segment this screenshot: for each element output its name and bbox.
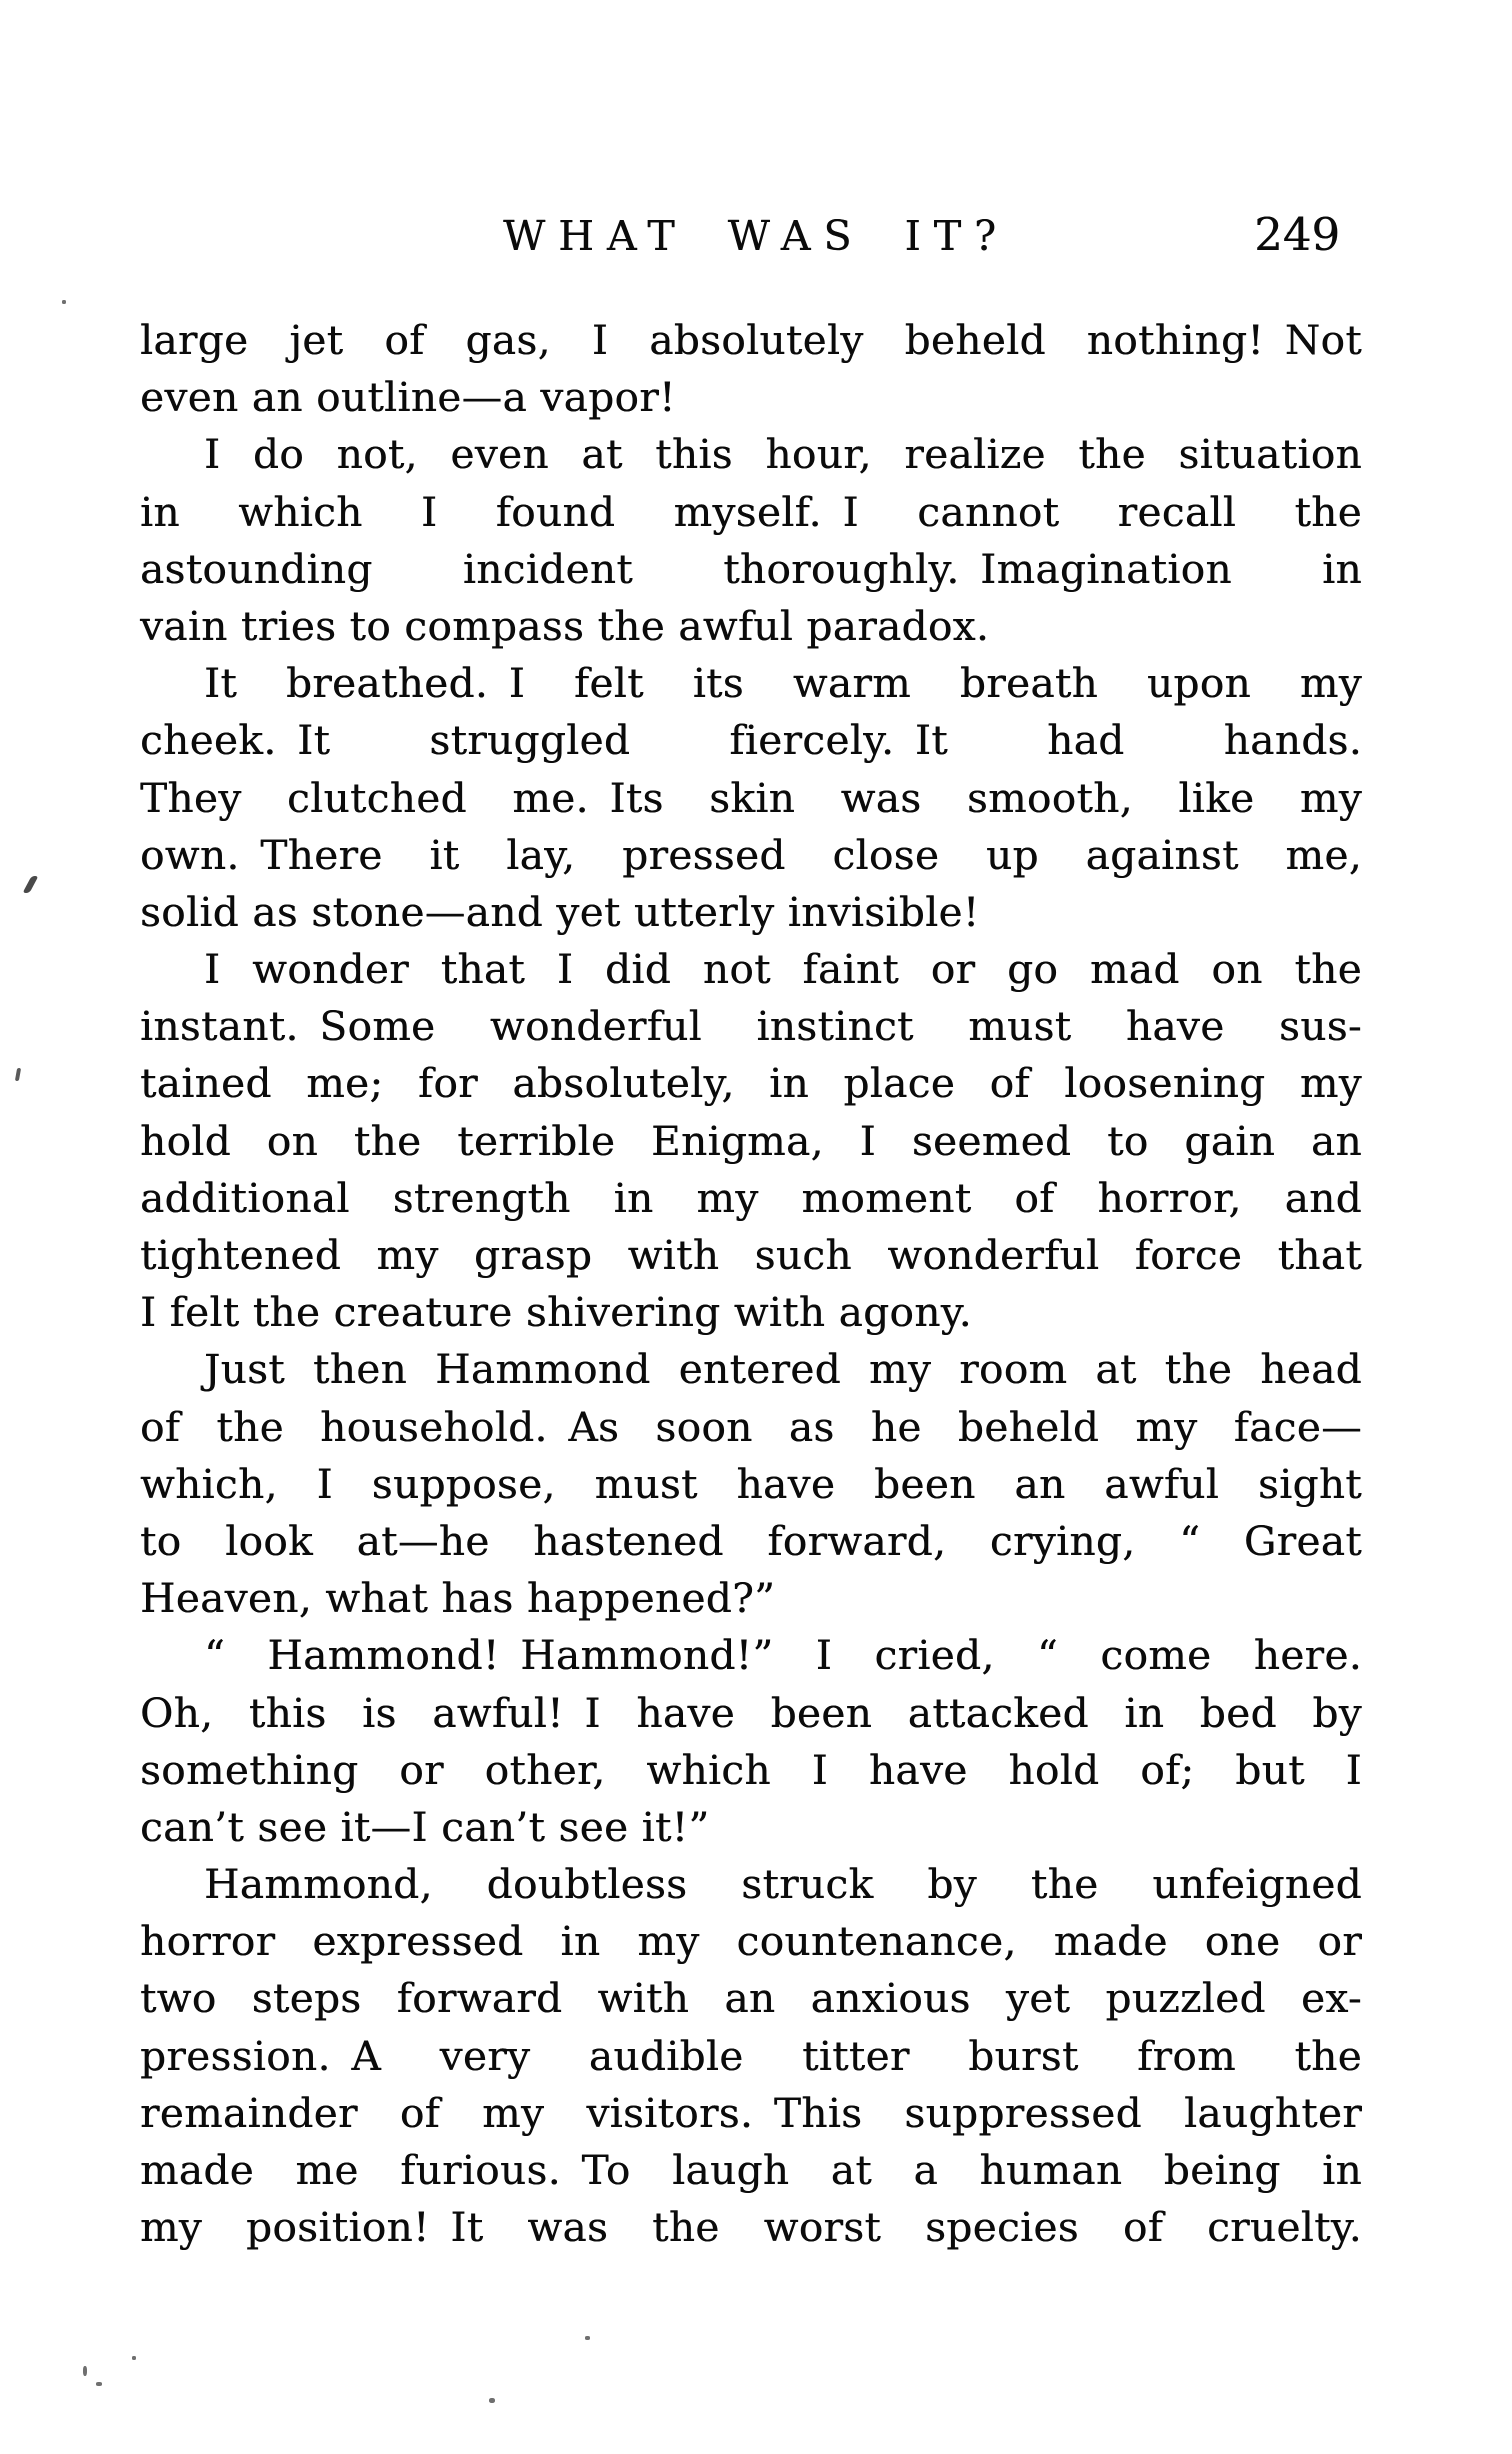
- text-line: vain tries to compass the awful paradox.: [140, 601, 990, 650]
- text-line: additional strength in my moment of horror, and: [140, 1173, 1362, 1222]
- paragraph: [140, 1856, 1362, 2256]
- text-line: to look at—he hastened forward, crying, “ Great: [140, 1516, 1362, 1565]
- text-line: own. There it lay, pressed close up against me,: [140, 830, 1362, 879]
- scan-artifact: [489, 2398, 495, 2403]
- paragraph: [140, 1627, 1362, 1856]
- scan-artifact: [22, 876, 38, 893]
- text-line: Hammond, doubtless struck by the unfeigned: [204, 1860, 1362, 1909]
- text-line: in which I found myself. I cannot recall the: [140, 487, 1362, 536]
- text-line: horror expressed in my countenance, made one or: [140, 1917, 1362, 1966]
- body-text: [140, 312, 1362, 2256]
- scan-artifact: [585, 2336, 590, 2340]
- text-line: They clutched me. Its skin was smooth, like my: [140, 773, 1362, 822]
- paragraph: [140, 1341, 1362, 1627]
- scan-artifact: [96, 2382, 102, 2386]
- text-line: made me furious. To laugh at a human being in: [140, 2146, 1362, 2194]
- text-line: large jet of gas, I absolutely beheld nothing! Not: [140, 316, 1362, 364]
- page-number: 249: [1254, 208, 1340, 261]
- running-head: WHAT WAS IT?: [503, 212, 1009, 260]
- text-line: astounding incident thoroughly. Imagination in: [140, 544, 1362, 593]
- paragraph: [140, 655, 1362, 941]
- paragraph: [140, 426, 1362, 655]
- text-line: I wonder that I did not faint or go mad on the: [204, 945, 1362, 994]
- text-line: of the household. As soon as he beheld my face—: [140, 1402, 1362, 1451]
- scan-artifact: [62, 300, 66, 304]
- text-line: Just then Hammond entered my room at the head: [204, 1345, 1362, 1394]
- text-line: hold on the terrible Enigma, I seemed to gain an: [140, 1116, 1362, 1165]
- scan-artifact: [83, 2366, 87, 2376]
- text-line: I felt the creature shivering with agony.: [140, 1288, 972, 1337]
- paragraph: [140, 941, 1362, 1341]
- text-line: which, I suppose, must have been an awful sight: [140, 1459, 1362, 1508]
- text-line: cheek. It struggled fiercely. It had hands.: [140, 716, 1362, 765]
- text-line: I do not, even at this hour, realize the situation: [204, 430, 1362, 479]
- text-line: something or other, which I have hold of; but I: [140, 1745, 1362, 1794]
- text-line: Oh, this is awful! I have been attacked in bed by: [140, 1688, 1362, 1737]
- text-line: can’t see it—I can’t see it!”: [140, 1802, 710, 1851]
- text-line: solid as stone—and yet utterly invisible!: [140, 887, 980, 936]
- text-line: remainder of my visitors. This suppressed laughter: [140, 2088, 1362, 2137]
- scan-artifact: [15, 1068, 21, 1081]
- text-line: instant. Some wonderful instinct must have sus-: [140, 1002, 1362, 1051]
- text-line: Heaven, what has happened?”: [140, 1574, 776, 1623]
- scan-artifact: [132, 2356, 136, 2360]
- paragraph: [140, 312, 1362, 426]
- text-line: pression. A very audible titter burst from the: [140, 2031, 1362, 2080]
- text-line: two steps forward with an anxious yet puzzled ex-: [140, 1974, 1362, 2023]
- text-line: It breathed. I felt its warm breath upon my: [204, 659, 1362, 708]
- text-line: my position! It was the worst species of cruelty.: [140, 2203, 1362, 2252]
- text-line: tightened my grasp with such wonderful force that: [140, 1231, 1362, 1279]
- text-line: even an outline—a vapor!: [140, 373, 676, 422]
- text-line: “ Hammond! Hammond!” I cried, “ come here.: [204, 1631, 1362, 1680]
- text-line: tained me; for absolutely, in place of loosening my: [140, 1059, 1362, 1108]
